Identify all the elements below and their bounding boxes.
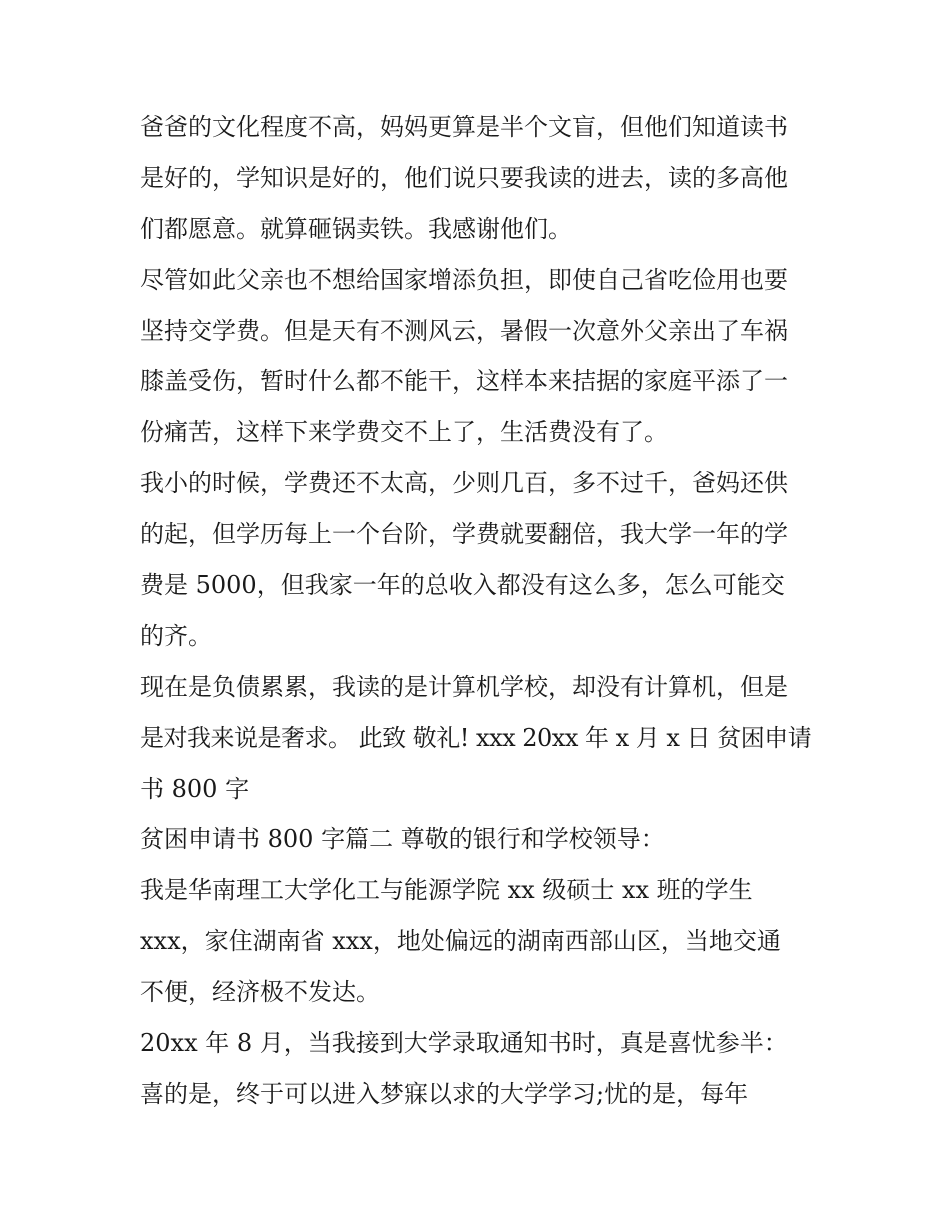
text-line: 贫困申请书 800 字篇二 尊敬的银行和学校领导： xyxy=(140,825,665,854)
text-line: 的齐。 xyxy=(140,621,212,650)
text-line: 的起，但学历每上一个台阶，学费就要翻倍，我大学一年的学 xyxy=(140,520,788,549)
text-line: 份痛苦，这样下来学费交不上了，生活费没有了。 xyxy=(140,418,668,447)
text-line: 们都愿意。就算砸锅卖铁。我感谢他们。 xyxy=(140,214,572,243)
text-line: 是对我来说是奢求。 此致 敬礼! xxx 20xx 年 x 月 x 日 贫困申请 xyxy=(140,723,812,752)
text-line: 是好的，学知识是好的，他们说只要我读的进去，读的多高他 xyxy=(140,163,788,192)
text-line: 20xx 年 8 月，当我接到大学录取通知书时，真是喜忧参半： xyxy=(140,1029,788,1058)
text-line: 我是华南理工大学化工与能源学院 xx 级硕士 xx 班的学生 xyxy=(140,876,753,905)
text-line: 费是 5000，但我家一年的总收入都没有这么多，怎么可能交 xyxy=(140,571,785,600)
text-line: 现在是负债累累，我读的是计算机学校，却没有计算机，但是 xyxy=(140,672,788,701)
text-line: 爸爸的文化程度不高，妈妈更算是半个文盲，但他们知道读书 xyxy=(140,113,788,141)
text-line: 膝盖受伤，暂时什么都不能干，这样本来拮据的家庭平添了一 xyxy=(140,367,788,396)
text-line: 我小的时候，学费还不太高，少则几百，多不过千，爸妈还供 xyxy=(140,469,788,498)
document-body xyxy=(140,102,820,1120)
text-line: 坚持交学费。但是天有不测风云，暑假一次意外父亲出了车祸 xyxy=(140,316,788,345)
text-line: 不便，经济极不发达。 xyxy=(140,978,380,1007)
text-line: 尽管如此父亲也不想给国家增添负担，即使自己省吃俭用也要 xyxy=(140,265,788,294)
text-line: 书 800 字 xyxy=(140,774,250,803)
text-line: 喜的是，终于可以进入梦寐以求的大学学习;忧的是，每年 xyxy=(140,1079,749,1108)
text-line: xxx，家住湖南省 xxx，地处偏远的湖南西部山区，当地交通 xyxy=(140,927,781,956)
